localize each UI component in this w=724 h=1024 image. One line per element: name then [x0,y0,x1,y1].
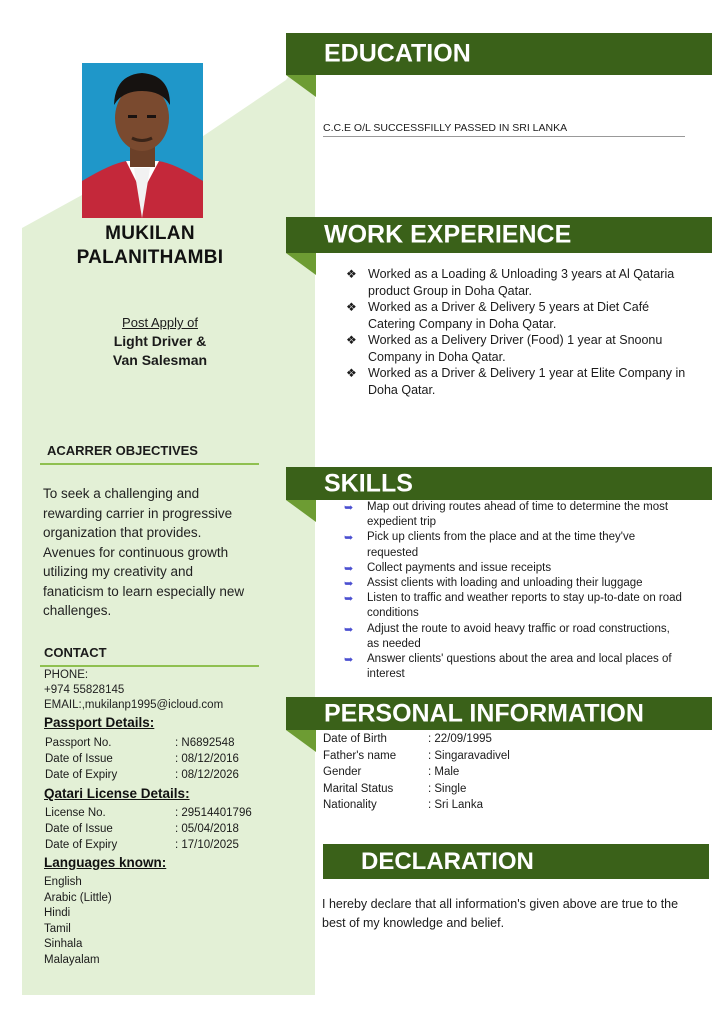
license-row: License No. : 29514401796 [45,807,252,819]
skill-item: ➥ Listen to traffic and weather reports to stay up-to-date on road conditions [344,592,682,620]
objectives-text: To seek a challenging and rewarding carrier in progressive organization that provides. Avenues for continuous growth utilizing my creativity and fanaticism to learn especially new challenges. [43,486,245,618]
work-item: ❖ Worked as a Driver & Delivery 5 years at Diet Café Catering Company in Doha Qatar. [346,300,650,331]
personal-row: Gender : Male [323,766,460,778]
contact-block [44,668,223,713]
language-item: Hindi [44,907,71,919]
personal-row: Father's name : Singaravadivel [323,749,510,762]
license-row: Date of Issue : 05/04/2018 [45,823,239,835]
passport-details [45,735,239,783]
license-details [45,805,252,853]
arrow-bullet-icon: ➥ [344,502,354,514]
declaration-banner [323,844,709,879]
work-heading: WORK EXPERIENCE [324,220,572,249]
post-applied [40,313,280,370]
diamond-bullet-icon: ❖ [346,333,357,347]
work-item: ❖ Worked as a Driver & Delivery 1 year at Elite Company in Doha Qatar. [346,366,686,397]
personal-details [323,731,510,814]
profile-photo [82,63,203,218]
skills-heading: SKILLS [324,469,413,497]
work-list [346,266,686,398]
education-heading: EDUCATION [324,39,471,68]
post-label: Post Apply of [122,315,198,330]
arrow-bullet-icon: ➥ [344,562,354,575]
objectives-rule [40,463,259,465]
personal-row: Nationality : Sri Lanka [323,799,483,811]
contact-heading: CONTACT [44,645,107,660]
education-fold [286,75,316,97]
arrow-bullet-icon: ➥ [344,623,354,636]
languages-heading: Languages known: [44,855,167,870]
diamond-bullet-icon: ❖ [346,267,357,281]
personal-fold [286,730,316,752]
declaration-heading: DECLARATION [361,847,534,875]
phone-number: +974 55828145 [44,684,125,696]
work-item: ❖ Worked as a Loading & Unloading 3 years at Al Qataria product Group in Doha Qatar. [346,267,675,298]
contact-rule [40,665,259,667]
name-line-last: PALANITHAMBI [76,247,224,268]
work-banner [286,217,712,253]
passport-row: Passport No. : N6892548 [45,737,235,749]
skills-fold [286,500,316,522]
work-item: ❖ Worked as a Delivery Driver (Food) 1 year at Snoonu Company in Doha Qatar. [346,333,663,364]
education-banner [286,33,712,75]
skills-list [344,500,684,682]
personal-row: Marital Status : Single [323,782,467,795]
passport-heading: Passport Details: [44,715,155,730]
personal-banner [286,697,712,730]
skill-item: ➥ Adjust the route to avoid heavy traffic or road constructions, as needed [344,622,670,650]
declaration-text: I hereby declare that all information's given above are true to the best of my knowledge and belief. [322,897,679,930]
passport-row: Date of Expiry : 08/12/2026 [45,769,239,781]
skill-item: ➥ Collect payments and issue receipts [344,561,684,576]
language-item: Arabic (Little) [44,891,112,904]
license-heading: Qatari License Details: [44,786,190,801]
skills-banner [286,467,712,500]
education-line: C.C.E O/L SUCCESSFILLY PASSED IN SRI LANKA [323,122,685,137]
diamond-bullet-icon: ❖ [346,300,357,314]
skill-item: ➥ Assist clients with loading and unloading their luggage [344,576,684,591]
passport-row: Date of Issue : 08/12/2016 [45,753,239,765]
language-item: Sinhala [44,938,83,950]
language-item: Tamil [44,922,71,935]
skill-item: ➥ Map out driving routes ahead of time to determine the most expedient trip [344,501,669,529]
personal-heading: PERSONAL INFORMATION [324,699,644,727]
arrow-bullet-icon: ➥ [344,593,354,606]
arrow-bullet-icon: ➥ [344,532,354,545]
personal-row: Date of Birth : 22/09/1995 [323,733,492,745]
arrow-bullet-icon: ➥ [344,578,354,591]
diamond-bullet-icon: ❖ [346,366,357,380]
languages-list [44,875,112,968]
post-role-line1: Light Driver & [113,333,207,349]
objectives-heading: ACARRER OBJECTIVES [47,443,198,458]
language-item: English [44,876,82,888]
post-role-line2: Van Salesman [112,352,208,368]
work-fold [286,253,316,275]
email-address: EMAIL:,mukilanp1995@icloud.com [44,699,224,711]
arrow-bullet-icon: ➥ [344,654,354,667]
license-row: Date of Expiry : 17/10/2025 [45,839,239,851]
candidate-name [30,222,270,270]
phone-label: PHONE: [44,669,89,681]
language-item: Malayalam [44,953,100,966]
skill-item: ➥ Pick up clients from the place and at the time they've requested [344,531,636,559]
name-line-first: MUKILAN [105,223,195,244]
skill-item: ➥ Answer clients' questions about the area and local places of interest [344,653,672,681]
